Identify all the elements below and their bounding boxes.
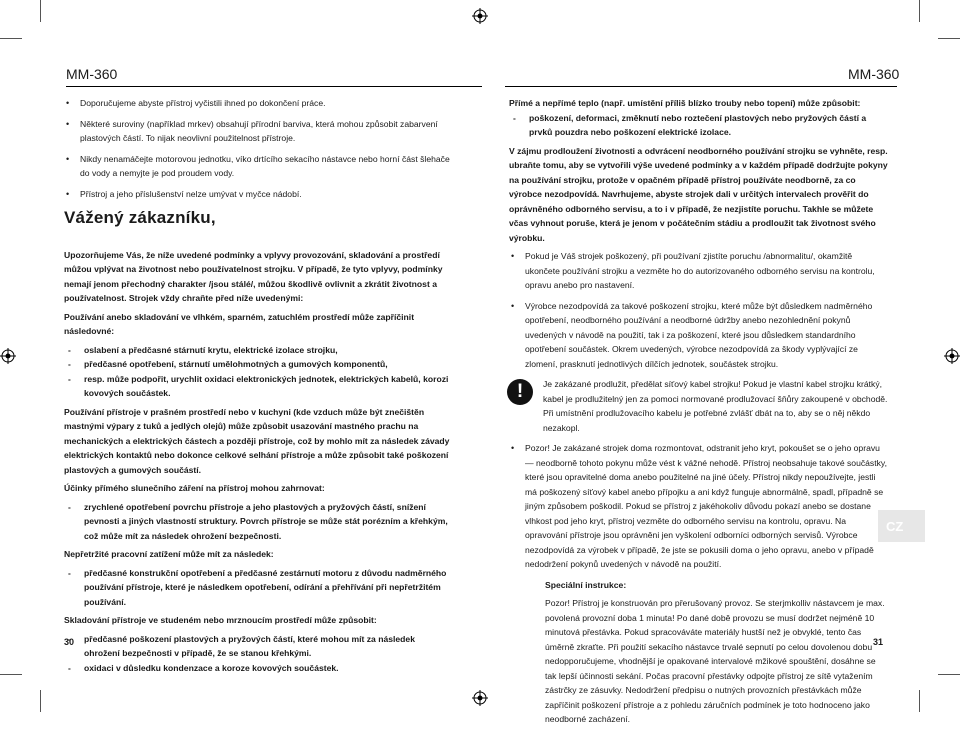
disassembly-list [509, 441, 889, 572]
warning-text: Je zakázané prodlužit, předělat síťový kabel strojku! Pokud je vlastní kabel strojku krátký, kabel je prodlužitelný jen za pomoci normované prodlužovací šňůry zakoupené v obchodě. Při umístnění prodlužovacího kabelu je potřebné zvlášť dbát na to, aby se o něj někdo nezakopl. [543, 379, 888, 433]
list-item: - resp. může podpořit, urychlit oxidaci elektronických jednotek, elektrických kabelů, korozi kovových součástek. [64, 372, 450, 401]
dust-paragraph: Používání přístroje v prašném prostředí nebo v kuchyni (kde vzduch může být znečištěn mastnými výpary z tuků a jedlých olejů) může způsobit usazování mastného prachu na mechanických a elektrických částech a později přístroje, což by mohlo mít za následek závady elektrických kontaktů nebo dokonce celkové selhání přístroje a může způsobit také poškození plastových a gumových součástí. [64, 406, 450, 475]
interest-paragraph: V zájmu prodloužení životnosti a odvrácení neodborného používání strojku se vyhněte, resp. ubraňte tomu, aby se vytvořili výše uvedené podmínky a v každém případě dodržujte pokyny na používání strojku, protože v opačném případě přístroj používáte neodborně, za co výrobce nezodpovídá. Navrhujeme, abyste strojek dali v určitých intervalech prověřit do oprávněného odborného servisu, a to i v případě, že nezjistíte poruchu. Takhle se můžete včas vyhnout poruše, která je jenom v počátečním stádiu a prodloužit tak životnost svého výrobku. [509, 145, 888, 243]
list-item: • Doporučujeme abyste přístroj vyčistili ihned po dokončení práce. [64, 96, 450, 111]
registration-mark-icon [944, 348, 960, 364]
crop-mark [40, 690, 41, 712]
crop-mark [919, 690, 920, 712]
list-item: - zrychlené opotřebení povrchu přístroje a jeho plastových a pryžových částí, snížení pevnosti a jiných vlastností struktury. Povrch přístroje se může stát porézním a křehkým, což může mít za následek ohrožení bezpečnosti. [64, 500, 450, 544]
right-header-rule [505, 86, 897, 87]
sun-heading: Účinky přímého slunečního záření na přístroj mohou zahrnovat: [64, 483, 325, 493]
list-item: - oxidaci v důsledku kondenzace a koroze kovových součástek. [64, 661, 450, 676]
sun-list [64, 500, 450, 544]
left-page-number: 30 [64, 637, 75, 647]
right-page-column [509, 96, 889, 731]
notice-paragraph: Upozorňujeme Vás, že níže uvedené podmínky a vplyvy provozování, skladování a prostředí můžou vplývat na životnost nebo používatelnost strojku. V případě, že tyto vplyvy, podmínky nemají jenom přechodný charakter /jsou stálé/, můžou škodlivě ovlivnit a zkrátit životnost a používatelnost. Strojek vždy chraňte před níže uvedenými: [64, 249, 443, 303]
moisture-heading: Používání anebo skladování ve vlhkém, sparném, zatuchlém prostředí může zapříčinit následovné: [64, 311, 415, 336]
list-item: - předčasné opotřebení, stárnutí umělohmotných a gumových komponentů, [64, 357, 450, 372]
list-item: - předčasné poškození plastových a pryžových částí, které mohou mít za následek ohrožení bezpečnosti v případě, že se stanou křehkými. [64, 632, 450, 661]
overload-list [64, 566, 450, 610]
list-item: - oslabení a předčasné stárnutí krytu, elektrické izolace strojku, [64, 343, 450, 358]
crop-mark [938, 38, 960, 39]
warning-block [509, 377, 889, 435]
list-item: • Nikdy nenamáčejte motorovou jednotku, víko drtícího sekacího nástavce nebo horní část šlehače do vody a nemyjte je pod proudem vody. [64, 152, 450, 181]
registration-mark-icon [0, 348, 16, 364]
list-item: • Pokud je Váš strojek poškozený, při používaní zjistíte poruchu /abnormalitu/, okamžitě ukončete používání strojku a vezměte ho do autorizovaného odborného servisu na kontrolu, opravu anebo pro nastavení. [509, 249, 889, 293]
list-item: - předčasné konstrukční opotřebení a předčasné zestárnutí motoru z důvodu nadměrného používání přístroje, které je následkem opotřebení, odírání a přehřívání při nepřetržitém používání. [64, 566, 450, 610]
list-item: • Pozor! Je zakázané strojek doma rozmontovat, odstranit jeho kryt, pokoušet se o jeho opravu — neodborně tohoto pokynu může vést k vážné nehodě. Přístroj neobsahuje takové součástky, které jsou opravitelné doma anebo použitelné na jiné účely. Přístroj nikdy nepoužívejte, jestli má poškozený síťový kabel anebo přípojku a ani když funguje abnormálně, spadl, případně se jiným způsobem poškodil. Pokud se přístroj z jakéhokoliv důvodu pokazí anebo se dostane vlhkost pod jeho kryt, přístroj vezměte do odborného servisu na kontrolu, opravu. Na opravování přístroje jsou oprávněni jen vyškolení odborníci odborných servisů. Výrobce nezodpovídá za výrobek v případě, že jste se pokusili doma o jeho opravu, anebo v případě nedodržení pokynů uvedených v návodě na použití. [509, 441, 889, 572]
crop-mark [919, 0, 920, 22]
cold-heading: Skladování přístroje ve studeném nebo mrznoucím prostředí může způsobit: [64, 615, 377, 625]
right-page-number: 31 [873, 637, 884, 647]
language-badge: CZ [878, 510, 925, 542]
cold-list [64, 632, 450, 676]
special-instructions [509, 578, 889, 727]
overload-heading: Nepřetržité pracovní zatížení může mít za následek: [64, 549, 274, 559]
right-bullet-list [509, 249, 889, 371]
warning-exclamation-icon: ! [507, 379, 533, 405]
heat-heading: Přímé a nepřímé teplo (např. umístění příliš blízko trouby nebo topení) může způsobit: [509, 98, 861, 108]
crop-mark [0, 38, 22, 39]
crop-mark [40, 0, 41, 22]
special-heading: Speciální instrukce: [545, 579, 627, 590]
registration-mark-icon [472, 690, 488, 706]
list-item: • Přístroj a jeho příslušenství nelze umývat v myčce nádobí. [64, 187, 450, 202]
left-header-model: MM-360 [66, 66, 118, 82]
crop-mark [938, 674, 960, 675]
heat-list [509, 111, 889, 140]
registration-mark-icon [472, 8, 488, 24]
list-item: • Některé suroviny (například mrkev) obsahují přírodní barviva, která mohou způsobit zabarvení plastových částí. To nijak neovlivní použitelnost přístroje. [64, 117, 450, 146]
list-item: • Výrobce nezodpovídá za takové poškození strojku, které může být důsledkem nadměrného opotřebení, neodborného používání a neodborné údržby anebo nezohlednění pokynů uvedených v návodě na použití, tak i za poškození, které jsou důsledkem standardního opotřebení součástek. Okrem uvedených, výrobce nezodpovídá za škody vyplývající ze zlomení, prasknutí jednotlivých dílčích jednotek, součástek strojku. [509, 299, 889, 372]
left-page-column [64, 96, 450, 679]
special-text: Pozor! Přístroj je konstruován pro přerušovaný provoz. Se sterjmkolliv nástavcem je max. povolená provozní doba 1 minuta! Po dané době provozu se musí dodržet nejméně 10 minutová přestávka. Pokud spracováváte materiály hustší než je obvyklé, tento čas úměrně zkraťte. Při použití sekacího nástavce trvalé sepnutí po celou dovolenou dobu nedopporučujeme, vhodnější je opakované intervalové mžikové spouštění, dosáhne se tak lepší účinnosti sekání. Počas pracovní přestávky odpojte přístroj ze sítě vytažením zástrčky ze zásuvky. Nedodržení předpisu o nutných provozních přestávkách může zapříčinit poškození přístroje a z pohledu záručních podmínek je toto hodnoceno jako neodborné zacházení. [545, 598, 885, 724]
page-title: Vážený zákazníku, [64, 208, 216, 227]
right-header-model: MM-360 [848, 66, 900, 82]
left-header-rule [66, 86, 482, 87]
crop-mark [0, 674, 22, 675]
intro-bullet-list [64, 96, 450, 201]
moisture-list [64, 343, 450, 401]
list-item: - poškození, deformaci, změknutí nebo roztečení plastových nebo pryžových částí a prvků pouzdra nebo poškození elektrické izolace. [509, 111, 889, 140]
